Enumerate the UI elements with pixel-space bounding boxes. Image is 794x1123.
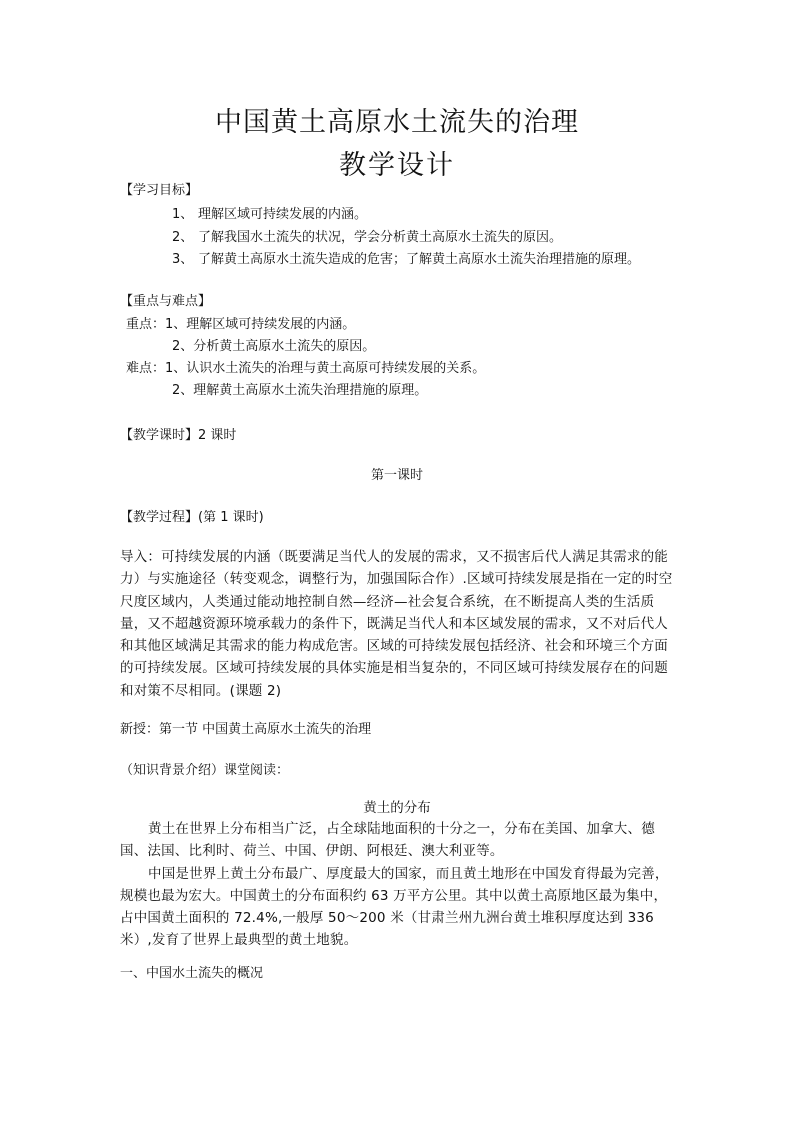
objective-item [172,206,367,224]
objective-text: 了解黄土高原水土流失造成的危害；了解黄土高原水土流失治理措施的原理。 [198,252,641,267]
objective-number: 2、 [172,230,194,245]
objectives-heading: 【学习目标】 [120,183,199,198]
first-lesson-heading: 第一课时 [370,468,423,483]
objective-number: 1、 [172,207,194,222]
difficult-point-2: 2、理解黄土高原水土流失治理措施的原理。 [172,383,428,398]
loess-paragraphs [120,818,680,952]
objective-text: 了解我国水土流失的状况，学会分析黄土高原水土流失的原因。 [198,230,563,245]
objective-text: 理解区域可持续发展的内涵。 [198,207,368,222]
key-point-2: 2、分析黄土高原水土流失的原因。 [172,339,376,354]
document-title: 中国黄土高原水土流失的治理 [215,107,579,138]
loess-paragraph-2: 中国是世界上黄土分布最广、厚度最大的国家，而且黄土地形在中国发育得最为完善，规模也最为宏大。中国黄土的分布面积约 63 万平方公里。其中以黄土高原地区最为集中，占中国黄土面积的 72.4%,一般厚 50～200 米（甘肃兰州九洲台黄土堆积厚度达到 336 米）,发育了世界上最典型的黄土地貌。 [120,865,669,949]
objective-number: 3、 [172,252,194,267]
reading-intro: （知识背景介绍）课堂阅读： [120,763,290,778]
objective-item [172,251,640,269]
loess-paragraph-1: 黄土在世界上分布相当广泛，占全球陆地面积的十分之一，分布在美国、加拿大、德国、法国、比利时、荷兰、中国、伊朗、阿根廷、澳大利亚等。 [120,821,655,860]
difficult-point-1: 难点：1、认识水土流失的治理与黄土高原可持续发展的关系。 [126,361,486,376]
document-subtitle: 教学设计 [339,150,455,181]
intro-paragraph [120,546,680,702]
new-lesson-line: 新授：第一节 中国黄土高原水土流失的治理 [120,722,372,737]
intro-text: 导入：可持续发展的内涵（既要满足当代人的发展的需求，又不损害后代人满足其需求的能力）与实施途径（转变观念，调整行为，加强国际合作）.区域可持续发展是指在一定的时空尺度区域内，人类通过能动地控制自然—经济—社会复合系统，在不断提高人类的生活质量，又不超越资源环境承载力的条件下，既满足当代人和本区域发展的需求，又不对后代人和其他区域满足其需求的能力构成危害。区域的可持续发展包括经济、社会和环境三个方面的可持续发展。区域可持续发展的具体实施是相当复杂的，不同区域可持续发展存在的问题和对策不尽相同。(课题 2) [120,549,673,699]
process-heading: 【教学过程】(第 1 课时) [120,510,264,525]
loess-title: 黄土的分布 [363,800,431,816]
key-point-1: 重点：1、理解区域可持续发展的内涵。 [126,317,356,332]
key-points-heading: 【重点与难点】 [120,294,212,309]
objective-item [172,229,562,247]
section-heading: 一、中国水土流失的概况 [120,966,264,981]
lesson-hours: 【教学课时】2 课时 [120,428,237,443]
